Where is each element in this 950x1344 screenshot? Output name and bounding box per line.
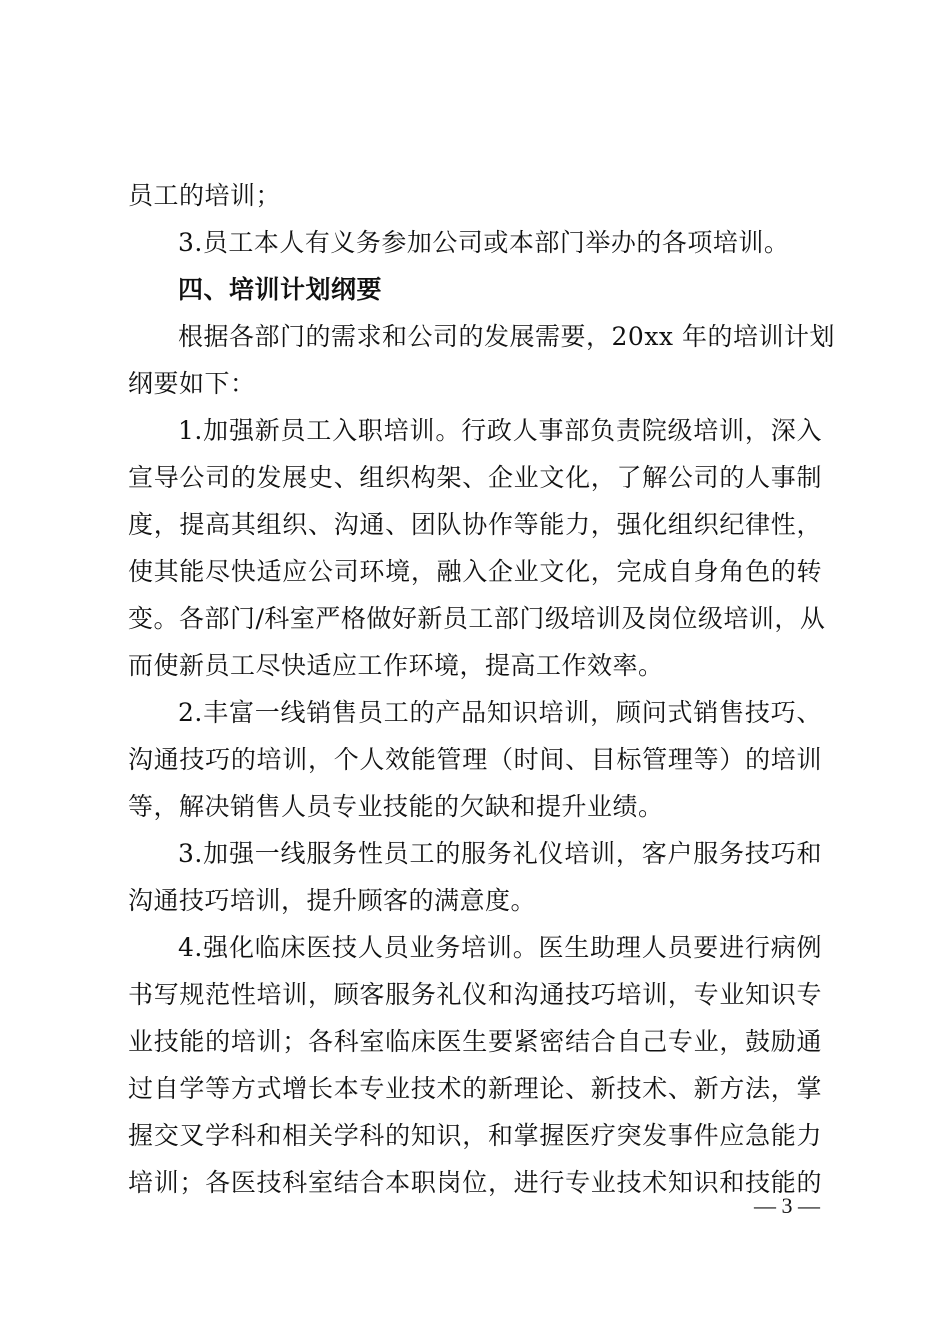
paragraph-line: 3.加强一线服务性员工的服务礼仪培训，客户服务技巧和: [178, 839, 822, 868]
paragraph-line: 而使新员工尽快适应工作环境，提高工作效率。: [128, 651, 664, 680]
document-body: [128, 172, 835, 1206]
paragraph-line: 沟通技巧培训，提升顾客的满意度。: [128, 886, 537, 915]
paragraph-line: 宣导公司的发展史、组织构架、企业文化，了解公司的人事制: [128, 463, 822, 492]
paragraph-line: 书写规范性培训，顾客服务礼仪和沟通技巧培训，专业知识专: [128, 980, 822, 1009]
paragraph-line: 沟通技巧的培训，个人效能管理（时间、目标管理等）的培训: [128, 745, 822, 774]
paragraph-line: 3.员工本人有义务参加公司或本部门举办的各项培训。: [178, 228, 790, 257]
paragraph-line: 握交叉学科和相关学科的知识，和掌握医疗突发事件应急能力: [128, 1121, 822, 1150]
paragraph-line: 业技能的培训；各科室临床医生要紧密结合自己专业，鼓励通: [128, 1027, 822, 1056]
paragraph-line: 纲要如下：: [128, 369, 256, 398]
paragraph-line: 培训；各医技科室结合本职岗位，进行专业技术知识和技能的: [128, 1168, 822, 1197]
paragraph-line: 1.加强新员工入职培训。行政人事部负责院级培训，深入: [178, 416, 822, 445]
paragraph-line: 变。各部门/科室严格做好新员工部门级培训及岗位级培训，从: [128, 604, 826, 633]
section-heading: 四、培训计划纲要: [178, 275, 383, 304]
paragraph-line: 等，解决销售人员专业技能的欠缺和提升业绩。: [128, 792, 664, 821]
paragraph-line: 员工的培训；: [128, 181, 282, 210]
paragraph-line: 4.强化临床医技人员业务培训。医生助理人员要进行病例: [178, 933, 822, 962]
paragraph-line: 根据各部门的需求和公司的发展需要，20xx 年的培训计划: [178, 322, 835, 351]
paragraph-line: 使其能尽快适应公司环境，融入企业文化，完成自身角色的转: [128, 557, 822, 586]
paragraph-line: 2.丰富一线销售员工的产品知识培训，顾问式销售技巧、: [178, 698, 822, 727]
paragraph-line: 度，提高其组织、沟通、团队协作等能力，强化组织纪律性，: [128, 510, 822, 539]
paragraph-line: 过自学等方式增长本专业技术的新理论、新技术、新方法，掌: [128, 1074, 822, 1103]
page-number: — 3 —: [754, 1193, 820, 1218]
